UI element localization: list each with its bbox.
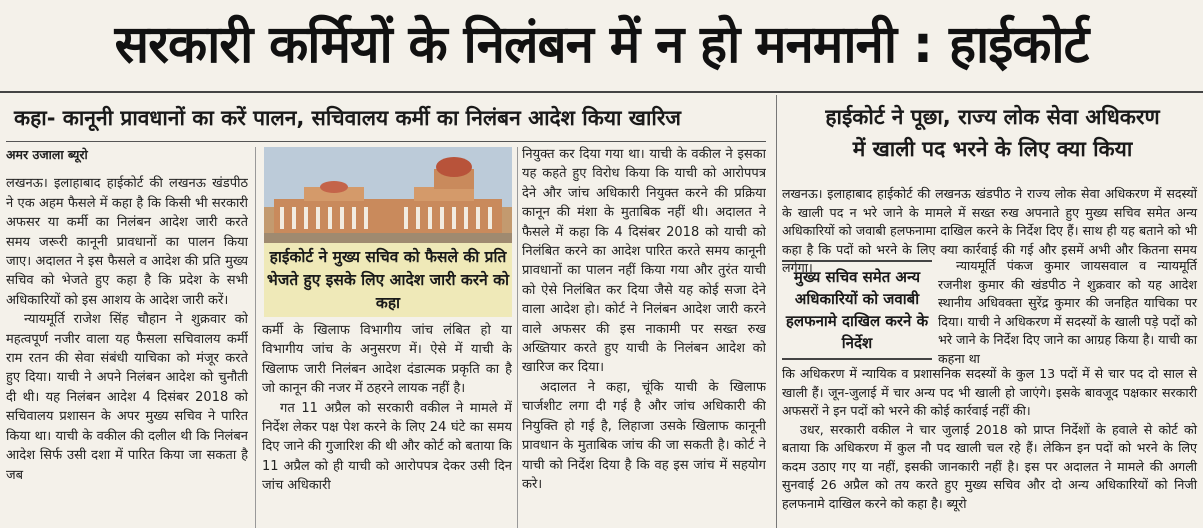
- left-column-1: [6, 145, 248, 528]
- left-story: [0, 95, 772, 528]
- byline: अमर उजाला ब्यूरो: [6, 147, 88, 162]
- paragraph: गत 11 अप्रैल को सरकारी वकील ने मामले में निर्देश लेकर पक्ष पेश करने के लिए 24 घंटे का समय दिए जाने की गुजारिश की थी और कोर्ट को बताया कि 11 अप्रैल को ही याची को आरोपपत्र देकर उसी दिन जांच अधिकारी: [262, 400, 512, 494]
- paragraph: न्यायमूर्ति राजेश सिंह चौहान ने शुक्रवार को महत्वपूर्ण नजीर वाला यह फैसला सचिवालय कर्मी राम रतन की सेवा संबंधी याचिका को मंजूर करते हुए दिया। याची ने अपने निलंबन आदेश को चुनौती दी थी। यह निलंबन आदेश 4 दिसंबर 2018 को सचिवालय प्रशासन के अपर मुख्य सचिव ने पारित किया था। याची के वकील की दलील थी कि निलंबन आदेश सिर्फ उसी दशा में पारित किया जा सकता है जब: [6, 312, 248, 483]
- right-side-paragraph: न्यायमूर्ति पंकज कुमार जायसवाल व न्यायमूर्ति रजनीश कुमार की खंडपीठ ने शुक्रवार को यह आदेश स्थानीय अधिवक्ता सुरेंद्र कुमार की जनहित याचिका पर दिया। याची ने अधिकरण में सदस्यों के खाली पड़े पदों को भरे जाने के निर्देश दिए जाने का आग्रह किया है। याची का कहना था: [938, 258, 1197, 366]
- right-headline-line-2: में खाली पद भरने के लिए क्या किया: [852, 137, 1133, 161]
- paragraph: कि अधिकरण में न्यायिक व प्रशासनिक सदस्यों के कुल 13 पदों में से चार पद दो साल से खाली हैं। जून-जुलाई में चार अन्य पद भी खाली हो जाएंगे। इसके बावजूद पक्षकार सरकारी अफसरों ने इन पदों को भरने की कोई कार्रवाई नहीं की।: [782, 366, 1197, 418]
- pullquote: हाईकोर्ट ने मुख्य सचिव को फैसले की प्रति भेजते हुए इसके लिए आदेश जारी करने को कहा: [264, 243, 512, 317]
- column-divider: [255, 147, 256, 528]
- column-divider: [517, 147, 518, 528]
- paragraph: कर्मी के खिलाफ विभागीय जांच लंबित हो या विभागीय जांच के अनुसरण में। ऐसे में याची के खिलाफ जारी निलंबन आदेश दंडात्मक प्रकृति का है जो कानून की नजर में ठहरने लायक नहीं है।: [262, 323, 512, 397]
- right-bottom-text: [782, 365, 1197, 513]
- subheadline-rule: [6, 141, 766, 142]
- high-court-photo: [264, 147, 512, 243]
- left-column-3: [522, 145, 766, 528]
- paragraph: नियुक्त कर दिया गया था। याची के वकील ने इसका यह कहते हुए विरोध किया कि याची को आरोपपत्र देने और जांच अधिकारी नियुक्त करने की प्रक्रिया कानून की मंशा के मुताबिक नहीं थी। अदालत ने फैसले में कहा कि 4 दिसंबर 2018 को याची को निलंबित करने का आदेश पारित करते समय कानूनी प्रावधानों का पालन नहीं किया गया और तुरंत याची को ऐसे निलंबित कर दिया जैसे यह कोई सजा देने वाला आदेश हो। कोर्ट ने निलंबन आदेश जारी करने वाले अफसर की इस नाकामी पर सख्त रुख अख्तियार करते हुए याची के निलंबन आदेश को खारिज कर दिया।: [522, 147, 766, 376]
- story-divider: [776, 95, 777, 528]
- headline-rule: [0, 91, 1203, 93]
- left-column-2: [262, 321, 512, 528]
- building-illustration: [264, 147, 512, 243]
- paragraph: अदालत ने कहा, चूंकि याची के खिलाफ चार्जशीट लगा दी गई है और जांच अधिकारी की नियुक्ति हो गई है, लिहाजा उसके खिलाफ कानूनी प्रावधान के मुताबिक जांच की जा सकती है। कोर्ट ने याची को निर्देश दिया है कि वह इस जांच में सहयोग करे।: [522, 379, 766, 492]
- left-subheadline: कहा- कानूनी प्रावधानों का करें पालन, सचिवालय कर्मी का निलंबन आदेश किया खारिज: [14, 106, 681, 130]
- main-headline: सरकारी कर्मियों के निलंबन में न हो मनमानी : हाईकोर्ट: [114, 15, 1089, 75]
- paragraph: उधर, सरकारी वकील ने चार जुलाई 2018 को प्राप्त निर्देशों के हवाले से कोर्ट को बताया कि अधिकरण में कुल नौ पद खाली चल रहे हैं। लेकिन इन पदों को भरने के लिए कदम उठाए गए या नहीं, इसकी जानकारी नहीं है। इस पर अदालत ने मामले की अगली सुनवाई 26 अप्रैल को तय करते हुए मुख्य सचिव और दो अन्य अधिकारियों को निजी हलफनामे दाखिल करने को कहा है। ब्यूरो: [782, 421, 1197, 511]
- right-story: [782, 95, 1203, 528]
- right-headline: [782, 95, 1203, 177]
- boxed-quote: मुख्य सचिव समेत अन्य अधिकारियों को जवाबी हलफनामे दाखिल करने के निर्देश: [782, 260, 932, 360]
- paragraph: लखनऊ। इलाहाबाद हाईकोर्ट की लखनऊ खंडपीठ ने एक अहम फैसले में कहा है कि किसी भी सरकारी अफसर या कर्मी का निलंबन आदेश जारी करते समय जरूरी कानूनी प्रावधानों का पालन किया जाए। अदालत ने इस फैसले व आदेश की प्रति मुख्य सचिव को भेजते हुए कहा है कि प्रदेश के सभी अधिकारियों को इस आशय के आदेश जारी करें।: [6, 176, 248, 308]
- right-lead-paragraph: लखनऊ। इलाहाबाद हाईकोर्ट की लखनऊ खंडपीठ ने राज्य लोक सेवा अधिकरण में सदस्यों के खाली पद न भरे जाने के मामले में सख्त रुख अपनाते हुए मुख्य सचिव समेत अन्य अधिकारियों को जवाबी हलफनामा दाखिल करने के निर्देश दिए हैं। साथ ही यह बताने को भी कहा है कि पदों को भरने के लिए क्या कार्रवाई की गई और इसमें अभी और कितना समय लगेगा।: [782, 186, 1197, 275]
- right-headline-line-1: हाईकोर्ट ने पूछा, राज्य लोक सेवा अधिकरण: [825, 105, 1160, 129]
